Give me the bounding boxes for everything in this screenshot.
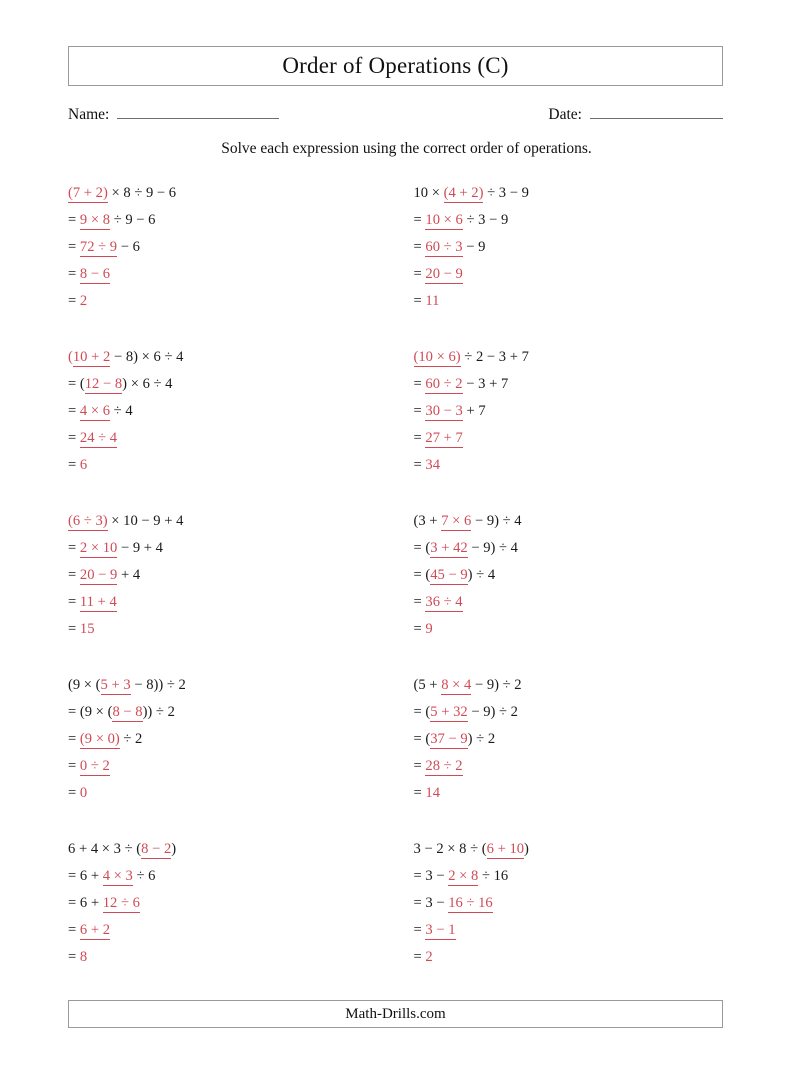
solution-step [68, 207, 396, 234]
solution-step [414, 589, 724, 616]
expression-line [414, 836, 724, 863]
solution-step [414, 452, 724, 479]
expression-segment: ÷ 3 − 9 [483, 185, 529, 201]
expression-segment: = [413, 457, 426, 473]
highlighted-operation: (10 × 6) [413, 349, 461, 365]
highlighted-operation: 5 + 3 [100, 677, 131, 693]
highlighted-operation: 27 + 7 [425, 430, 463, 446]
expression-segment: = 3 − [413, 895, 449, 911]
expression-segment: 9 [425, 621, 433, 637]
expression-segment: = [68, 266, 80, 282]
expression-segment: = [413, 949, 426, 965]
name-group [68, 103, 279, 124]
date-input[interactable] [590, 103, 723, 119]
expression-segment: − 9) ÷ 2 [467, 704, 518, 720]
solution-step [414, 863, 724, 890]
highlighted-operation: (4 + 2) [443, 185, 484, 201]
solution-step [68, 398, 396, 425]
expression-segment: = [68, 293, 80, 309]
solution-step [414, 261, 724, 288]
expression-segment: ÷ 16 [478, 868, 509, 884]
expression-segment: × 8 ÷ 9 − 6 [107, 185, 177, 201]
solution-step [414, 699, 724, 726]
highlighted-operation: 3 + 42 [430, 540, 468, 556]
highlighted-operation: 8 × 4 [441, 677, 472, 693]
expression-segment: ÷ 9 − 6 [110, 212, 156, 228]
name-date-row [68, 103, 723, 127]
expression-segment: = [68, 785, 80, 801]
problem-3 [68, 344, 396, 479]
expression-segment: − 8)) ÷ 2 [130, 677, 186, 693]
page-title: Order of Operations (C) [282, 53, 509, 78]
solution-step [414, 398, 724, 425]
highlighted-operation: 72 ÷ 9 [79, 239, 118, 255]
problem-4 [396, 344, 724, 479]
problem-8 [396, 672, 724, 807]
highlighted-operation: (9 × 0) [79, 731, 120, 747]
solution-step [68, 425, 396, 452]
expression-segment: = [68, 922, 80, 938]
name-label: Name: [68, 106, 110, 123]
expression-segment: 2 [425, 949, 433, 965]
highlighted-operation: 11 + 4 [79, 594, 117, 610]
highlighted-operation: 10 × 6 [425, 212, 463, 228]
highlighted-operation: 9 × 8 [79, 212, 111, 228]
solution-step [68, 699, 396, 726]
expression-segment: − 9) ÷ 2 [471, 677, 522, 693]
title-box [68, 46, 723, 86]
expression-segment: = [68, 731, 80, 747]
expression-segment: ÷ 2 − 3 + 7 [460, 349, 529, 365]
expression-segment: = [68, 949, 80, 965]
expression-segment: = [68, 540, 80, 556]
solution-step [68, 261, 396, 288]
problem-6 [396, 508, 724, 643]
expression-segment: = ( [413, 704, 431, 720]
highlighted-operation: 10 + 2 [72, 349, 111, 365]
expression-line [414, 672, 724, 699]
highlighted-operation: 8 − 6 [79, 266, 111, 282]
expression-line [68, 180, 396, 207]
expression-segment: = ( [413, 731, 431, 747]
expression-segment: = [413, 785, 426, 801]
problem-9 [68, 836, 396, 971]
expression-segment: − 9 [462, 239, 486, 255]
expression-segment: 3 − 2 × 8 ÷ ( [413, 841, 487, 857]
solution-step [414, 917, 724, 944]
solution-step [414, 890, 724, 917]
problem-1 [68, 180, 396, 315]
solution-step [414, 288, 724, 315]
expression-segment: − 8) [110, 349, 138, 365]
solution-step [414, 535, 724, 562]
solution-step [68, 288, 396, 315]
expression-segment: − 6 [117, 239, 140, 255]
footer-label: Math-Drills.com [345, 1005, 446, 1022]
highlighted-operation: 0 ÷ 2 [79, 758, 110, 774]
expression-segment: ( [68, 349, 73, 365]
expression-segment: 11 [425, 293, 440, 309]
solution-step [414, 780, 724, 807]
highlighted-operation: 30 − 3 [425, 403, 463, 419]
highlighted-operation: 20 − 9 [425, 266, 463, 282]
worksheet-page [0, 46, 791, 1070]
highlighted-operation: 60 ÷ 3 [425, 239, 463, 255]
problem-2 [396, 180, 724, 315]
highlighted-operation: 2 × 8 [448, 868, 479, 884]
highlighted-operation: 16 ÷ 16 [448, 895, 493, 911]
expression-segment: = [413, 266, 426, 282]
expression-line [68, 344, 396, 371]
name-input[interactable] [117, 103, 279, 119]
expression-line [68, 836, 396, 863]
date-group [548, 103, 723, 124]
expression-segment: = [413, 403, 426, 419]
solution-step [68, 616, 396, 643]
highlighted-operation: 3 − 1 [425, 922, 456, 938]
highlighted-operation: 24 ÷ 4 [79, 430, 118, 446]
expression-segment: = ( [413, 540, 431, 556]
solution-step [68, 753, 396, 780]
expression-segment: ) ÷ 2 [467, 731, 496, 747]
expression-segment: = [413, 758, 426, 774]
solution-step [68, 535, 396, 562]
expression-segment: − 3 + 7 [462, 376, 509, 392]
solution-step [414, 207, 724, 234]
highlighted-operation: 4 × 3 [102, 868, 133, 884]
highlighted-operation: 12 ÷ 6 [102, 895, 140, 911]
expression-segment: × 10 − 9 + 4 [107, 513, 184, 529]
highlighted-operation: 7 × 6 [441, 513, 472, 529]
expression-line [414, 508, 724, 535]
expression-segment: = [68, 430, 80, 446]
highlighted-operation: 12 − 8 [84, 376, 123, 392]
expression-segment: = [68, 403, 80, 419]
highlighted-operation: 20 − 9 [79, 567, 118, 583]
highlighted-operation: 2 × 10 [79, 540, 118, 556]
solution-step [68, 452, 396, 479]
highlighted-operation: 60 ÷ 2 [425, 376, 463, 392]
expression-segment: 2 [79, 293, 88, 309]
highlighted-operation: 8 − 2 [141, 841, 172, 857]
expression-segment: = [68, 457, 80, 473]
expression-segment: = [68, 567, 80, 583]
expression-segment: = [413, 376, 426, 392]
expression-line [68, 508, 396, 535]
highlighted-operation: (6 ÷ 3) [68, 513, 108, 529]
expression-segment: ) [171, 841, 177, 857]
solution-step [68, 234, 396, 261]
highlighted-operation: 37 − 9 [430, 731, 468, 747]
expression-segment: = 6 + [68, 868, 103, 884]
expression-segment: = [68, 239, 80, 255]
solution-step [414, 425, 724, 452]
highlighted-operation: 6 + 2 [79, 922, 111, 938]
problem-grid [68, 180, 723, 1000]
expression-segment: × 6 ÷ 4 [137, 349, 184, 365]
expression-line [414, 344, 724, 371]
expression-segment: ) [122, 376, 128, 392]
expression-line [68, 672, 396, 699]
expression-segment: 14 [425, 785, 440, 801]
solution-step [68, 371, 396, 398]
expression-segment: (3 + [413, 513, 442, 529]
expression-segment: 10 × [413, 185, 444, 201]
solution-step [68, 589, 396, 616]
expression-segment: − 9) ÷ 4 [471, 513, 522, 529]
solution-step [414, 944, 724, 971]
solution-step [414, 616, 724, 643]
solution-step [414, 726, 724, 753]
expression-line [414, 180, 724, 207]
solution-step [68, 944, 396, 971]
expression-segment: = [68, 594, 80, 610]
solution-step [414, 234, 724, 261]
problem-7 [68, 672, 396, 807]
expression-segment: = [413, 922, 426, 938]
expression-segment: = (9 × ( [68, 704, 113, 720]
expression-segment: + 4 [117, 567, 141, 583]
expression-segment: = 3 − [413, 868, 449, 884]
solution-step [68, 863, 396, 890]
expression-segment: 6 [79, 457, 88, 473]
expression-segment: = [413, 594, 426, 610]
expression-segment: ÷ 4 [110, 403, 133, 419]
highlighted-operation: 36 ÷ 4 [425, 594, 463, 610]
solution-step [68, 917, 396, 944]
expression-segment: (9 × ( [68, 677, 101, 693]
expression-segment: ÷ 2 [119, 731, 143, 747]
date-label: Date: [548, 106, 582, 123]
instruction-text: Solve each expression using the correct order of operations. [221, 140, 592, 157]
highlighted-operation: 6 + 10 [486, 841, 525, 857]
expression-segment: = [413, 239, 426, 255]
expression-segment: 34 [425, 457, 440, 473]
solution-step [68, 562, 396, 589]
expression-segment: = ( [68, 376, 85, 392]
expression-segment: = [68, 758, 80, 774]
expression-segment: )) ÷ 2 [142, 704, 175, 720]
highlighted-operation: 5 + 32 [430, 704, 468, 720]
expression-segment: ) ÷ 4 [467, 567, 496, 583]
expression-segment: ÷ 3 − 9 [462, 212, 509, 228]
problem-10 [396, 836, 724, 971]
expression-segment: ÷ 6 [132, 868, 156, 884]
highlighted-operation: 45 − 9 [430, 567, 468, 583]
solution-step [414, 562, 724, 589]
expression-segment: − 9) ÷ 4 [467, 540, 518, 556]
solution-step [68, 726, 396, 753]
expression-segment: 15 [79, 621, 95, 637]
highlighted-operation: 4 × 6 [79, 403, 111, 419]
expression-segment: 6 + 4 × 3 ÷ ( [68, 841, 142, 857]
solution-step [68, 890, 396, 917]
expression-segment: = [68, 621, 80, 637]
solution-step [68, 780, 396, 807]
solution-step [414, 371, 724, 398]
problem-5 [68, 508, 396, 643]
expression-segment: 0 [79, 785, 88, 801]
expression-segment: ) [524, 841, 529, 857]
expression-segment: 8 [79, 949, 88, 965]
expression-segment: = [413, 621, 426, 637]
expression-segment: = [413, 293, 426, 309]
expression-segment: (5 + [413, 677, 442, 693]
highlighted-operation: 8 − 8 [112, 704, 143, 720]
expression-segment: = 6 + [68, 895, 103, 911]
highlighted-operation: 28 ÷ 2 [425, 758, 463, 774]
expression-segment: + 7 [462, 403, 486, 419]
highlighted-operation: (7 + 2) [68, 185, 108, 201]
expression-segment: = ( [413, 567, 431, 583]
expression-segment: = [413, 430, 426, 446]
expression-segment: × 6 ÷ 4 [127, 376, 173, 392]
solution-step [414, 753, 724, 780]
expression-segment: − 9 + 4 [117, 540, 163, 556]
expression-segment: = [68, 212, 80, 228]
expression-segment: = [413, 212, 426, 228]
